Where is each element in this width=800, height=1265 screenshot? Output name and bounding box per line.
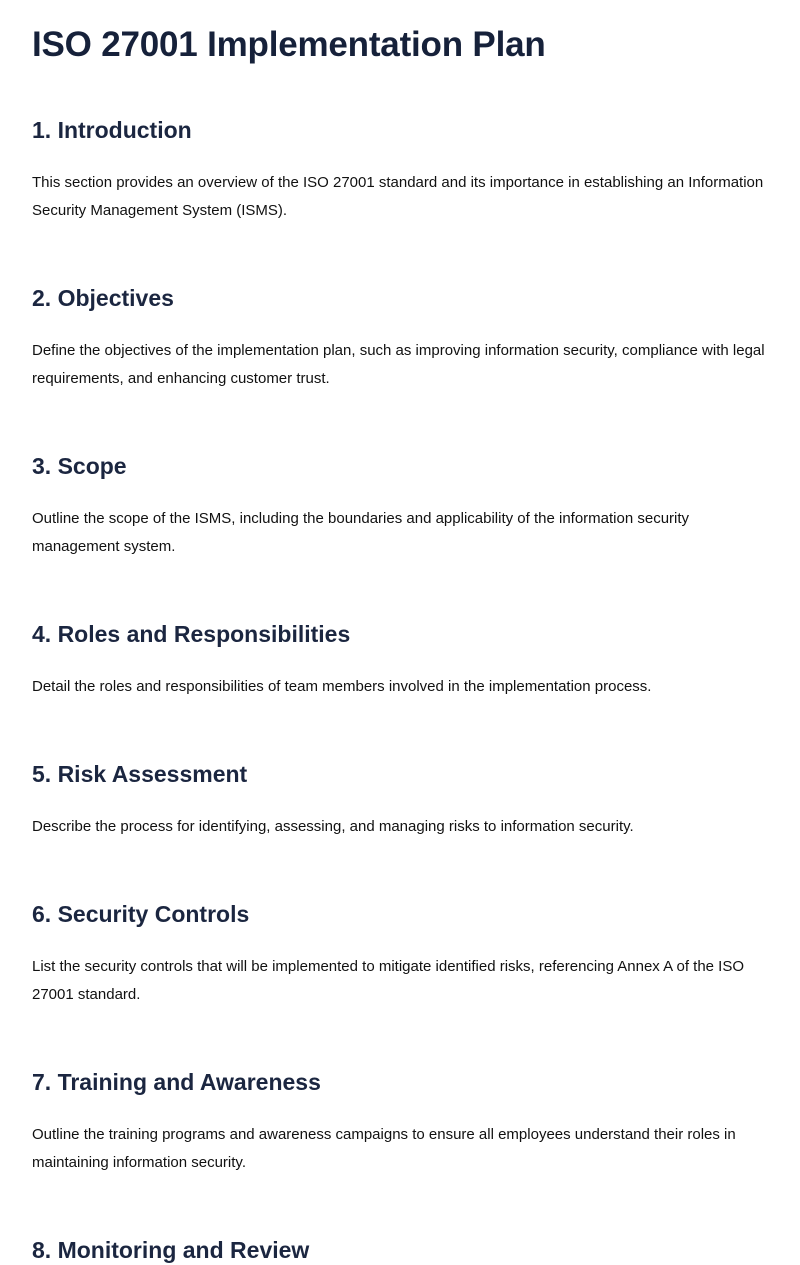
section-body: This section provides an overview of the ISO 27001 standard and its importance in establishing an Information Security Management System (ISMS). [32, 174, 764, 219]
section-heading: 8. Monitoring and Review [32, 1237, 310, 1263]
section-body: Outline the scope of the ISMS, including the boundaries and applicability of the information security management system. [32, 510, 690, 555]
section-heading: 5. Risk Assessment [32, 761, 248, 787]
section-monitoring-review [32, 1235, 768, 1265]
section-scope [32, 451, 768, 561]
section-introduction [32, 115, 768, 225]
section-body: Describe the process for identifying, assessing, and managing risks to information security. [32, 818, 634, 835]
section-heading: 3. Scope [32, 453, 127, 479]
section-security-controls [32, 899, 768, 1009]
section-body: Define the objectives of the implementation plan, such as improving information security, compliance with legal requirements, and enhancing customer trust. [32, 342, 765, 387]
section-objectives [32, 283, 768, 393]
section-roles-responsibilities [32, 619, 768, 701]
section-body: Detail the roles and responsibilities of team members involved in the implementation process. [32, 678, 652, 695]
section-heading: 4. Roles and Responsibilities [32, 621, 351, 647]
section-heading: 2. Objectives [32, 285, 174, 311]
section-heading: 1. Introduction [32, 117, 192, 143]
section-body: List the security controls that will be implemented to mitigate identified risks, referencing Annex A of the ISO 27001 standard. [32, 958, 745, 1003]
document-title: ISO 27001 Implementation Plan [32, 25, 546, 64]
section-heading: 6. Security Controls [32, 901, 250, 927]
section-heading: 7. Training and Awareness [32, 1069, 321, 1095]
section-training-awareness [32, 1067, 768, 1177]
section-risk-assessment [32, 759, 768, 841]
section-body: Outline the training programs and awareness campaigns to ensure all employees understand their roles in maintaining information security. [32, 1126, 736, 1171]
